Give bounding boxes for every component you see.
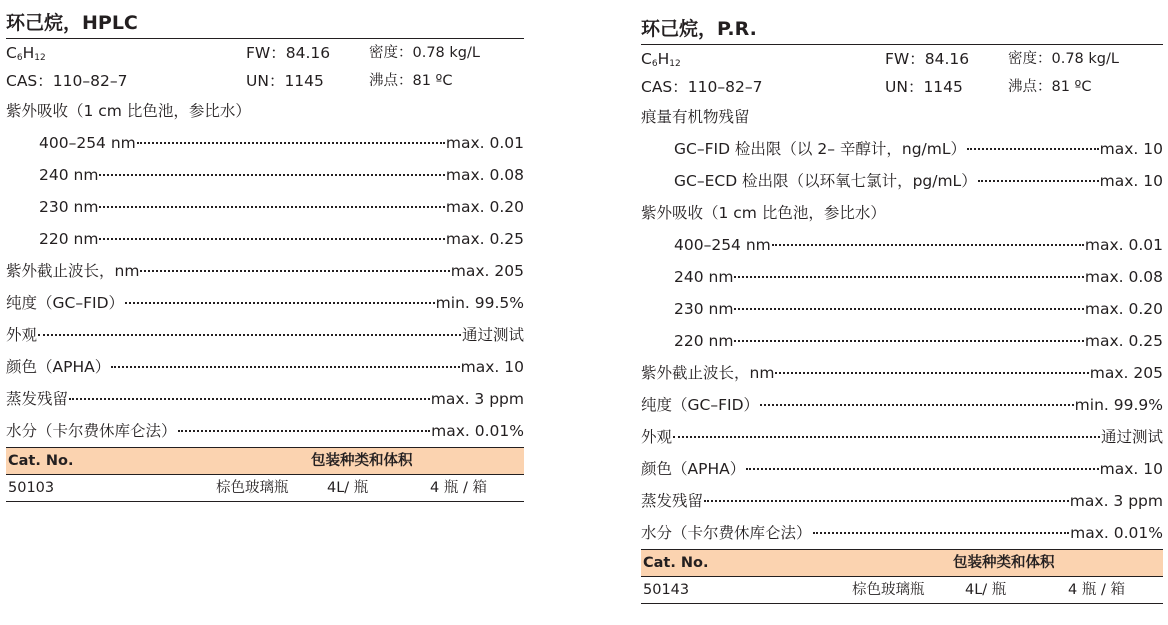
volume: 4L/ 瓶: [965, 582, 1007, 598]
boiling-point: 沸点：81 ºC: [369, 73, 453, 89]
cas-number: CAS：110–82–7: [6, 72, 128, 90]
spec-row: 蒸发残留 max. 3 ppm: [6, 390, 524, 408]
leader-dots: [978, 179, 1099, 182]
leader-dots: [125, 301, 435, 304]
product-properties: [6, 39, 524, 95]
spec-row: 纯度（GC–FID） min. 99.9%: [641, 396, 1163, 414]
leader-dots: [99, 237, 444, 240]
trace-heading: 痕量有机物残留: [641, 108, 750, 126]
catalog-table-header: [6, 447, 524, 475]
spec-row: 水分（卡尔费休库仑法） max. 0.01%: [641, 524, 1163, 542]
leader-dots: [734, 307, 1083, 310]
leader-dots: [967, 147, 1099, 150]
product-title: 环己烷，HPLC: [6, 12, 138, 34]
leader-dots: [673, 435, 1100, 438]
leader-dots: [775, 371, 1088, 374]
un-number: UN：1145: [246, 72, 324, 90]
spec-row: 纯度（GC–FID） min. 99.5%: [6, 294, 524, 312]
spec-row: GC–FID 检出限（以 2– 辛醇计，ng/mL） max. 10: [674, 140, 1163, 158]
spec-row: 240 nm max. 0.08: [674, 268, 1163, 286]
packaging-header: 包装种类和体积: [311, 453, 413, 469]
leader-dots: [140, 269, 449, 272]
density: 密度：0.78 kg/L: [369, 45, 480, 61]
cas-number: CAS：110–82–7: [641, 78, 763, 96]
leader-dots: [99, 205, 444, 208]
volume: 4L/ 瓶: [327, 480, 369, 496]
leader-dots: [178, 429, 431, 432]
bottle-type: 棕色玻璃瓶: [216, 480, 289, 496]
spec-row: 230 nm max. 0.20: [674, 300, 1163, 318]
un-number: UN：1145: [885, 78, 963, 96]
leader-dots: [746, 467, 1098, 470]
spec-row: 蒸发残留 max. 3 ppm: [641, 492, 1163, 510]
catalog-number: 50103: [8, 480, 55, 496]
uv-heading: 紫外吸收（1 cm 比色池，参比水）: [6, 102, 251, 120]
table-row: [6, 475, 524, 502]
spec-row: 220 nm max. 0.25: [674, 332, 1163, 350]
molecular-formula: $C_6H_{12}$: [641, 50, 681, 69]
leader-dots: [38, 333, 461, 336]
spec-row: 240 nm max. 0.08: [39, 166, 524, 184]
leader-dots: [734, 339, 1083, 342]
leader-dots: [734, 275, 1083, 278]
spec-row: 400–254 nm max. 0.01: [674, 236, 1163, 254]
table-row: [641, 577, 1163, 604]
product-card-hplc: [6, 8, 524, 502]
leader-dots: [111, 365, 459, 368]
pack-count: 4 瓶 / 箱: [430, 480, 487, 496]
spec-row: 紫外截止波长，nm max. 205: [641, 364, 1163, 382]
pack-count: 4 瓶 / 箱: [1068, 582, 1125, 598]
uv-heading: 紫外吸收（1 cm 比色池，参比水）: [641, 204, 886, 222]
product-properties: [641, 45, 1163, 101]
leader-dots: [137, 141, 445, 144]
cat-no-header: Cat. No.: [8, 453, 74, 469]
catalog-number: 50143: [643, 582, 690, 598]
density: 密度：0.78 kg/L: [1008, 51, 1119, 67]
spec-row: 颜色（APHA） max. 10: [6, 358, 524, 376]
spec-row: GC–ECD 检出限（以环氧七氯计，pg/mL） max. 10: [674, 172, 1163, 190]
spec-row: 230 nm max. 0.20: [39, 198, 524, 216]
boiling-point: 沸点：81 ºC: [1008, 79, 1092, 95]
packaging-header: 包装种类和体积: [953, 555, 1055, 571]
formula-weight: FW：84.16: [246, 44, 331, 62]
spec-row: 水分（卡尔费休库仑法） max. 0.01%: [6, 422, 524, 440]
spec-row: 400–254 nm max. 0.01: [39, 134, 524, 152]
product-card-pr: [641, 14, 1163, 604]
spec-row: 紫外截止波长，nm max. 205: [6, 262, 524, 280]
formula-weight: FW：84.16: [885, 50, 970, 68]
leader-dots: [704, 499, 1069, 502]
product-title: 环己烷，P.R.: [641, 18, 757, 40]
leader-dots: [99, 173, 444, 176]
catalog-table-header: [641, 549, 1163, 577]
spec-row: 颜色（APHA） max. 10: [641, 460, 1163, 478]
leader-dots: [772, 243, 1084, 246]
spec-row: 220 nm max. 0.25: [39, 230, 524, 248]
leader-dots: [760, 403, 1074, 406]
leader-dots: [69, 397, 430, 400]
leader-dots: [813, 531, 1070, 534]
bottle-type: 棕色玻璃瓶: [852, 582, 925, 598]
cat-no-header: Cat. No.: [643, 555, 709, 571]
molecular-formula: $C_6H_{12}$: [6, 44, 46, 63]
spec-row: 外观 通过测试: [6, 326, 524, 344]
spec-row: 外观 通过测试: [641, 428, 1163, 446]
